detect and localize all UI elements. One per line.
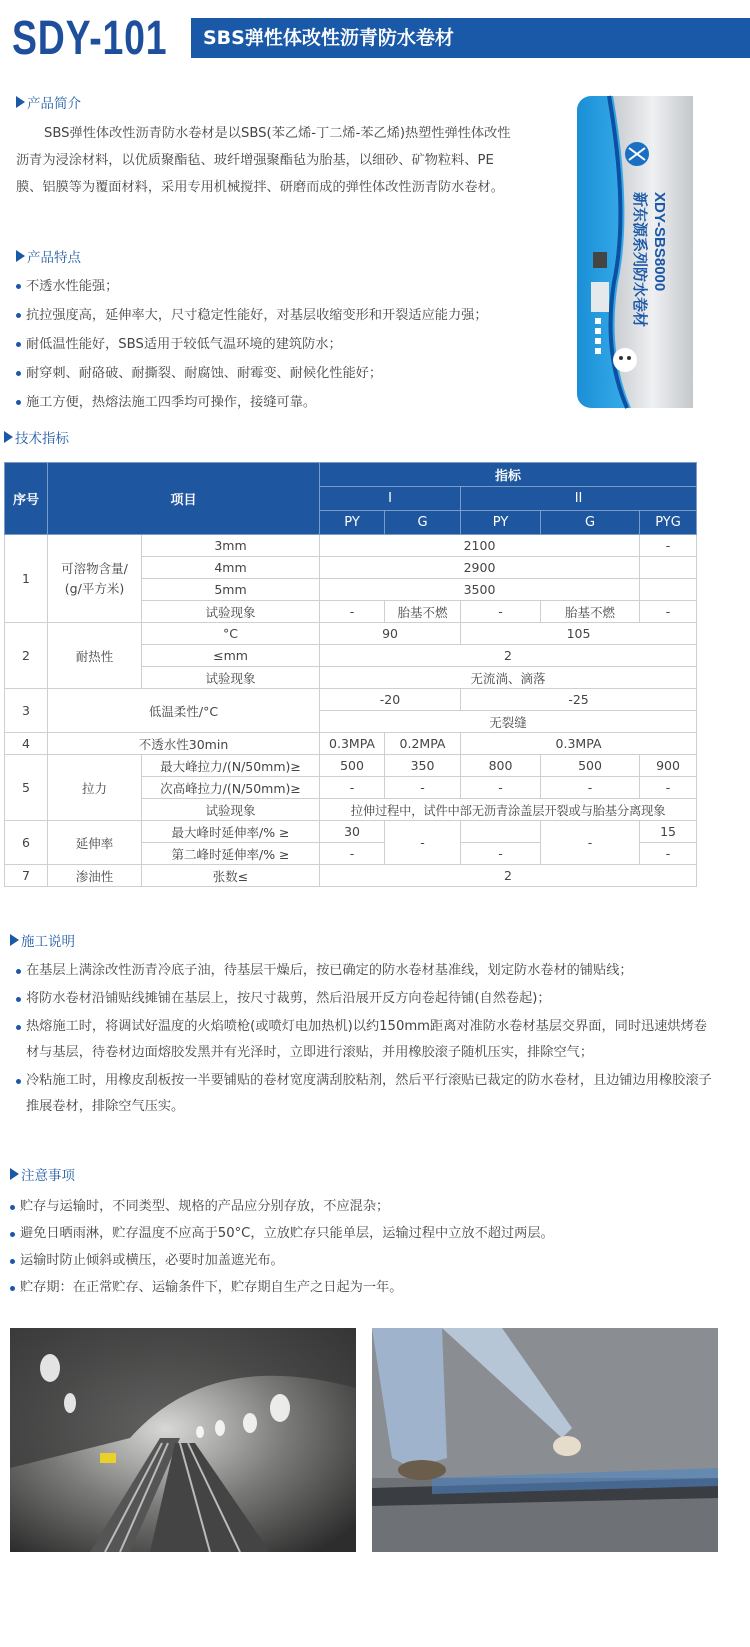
cell-sub: 试验现象 — [142, 799, 320, 821]
triangle-bullet-icon — [10, 1168, 19, 1180]
cell-value: -25 — [461, 689, 697, 711]
cell-value: 500 — [541, 755, 640, 777]
cell-no: 6 — [5, 821, 48, 865]
section-heading-construction — [10, 930, 75, 950]
table-header-row — [5, 463, 697, 487]
cell-value: 拉伸过程中，试件中部无沥青涂盖层开裂或与胎基分离现象 — [320, 799, 697, 821]
section-title: 技术指标 — [15, 431, 69, 447]
list-item: 施工方便，热熔法施工四季均可操作，接缝可靠。 — [14, 388, 554, 417]
product-model-label: XDY-SBS8000 — [651, 192, 668, 292]
cell-name: 延伸率 — [48, 821, 142, 865]
cell-value: -20 — [320, 689, 461, 711]
title-bar — [191, 18, 750, 58]
cell-value: 2 — [320, 645, 697, 667]
table-row — [5, 689, 697, 711]
col-header-item: 项目 — [48, 463, 320, 535]
table-row — [5, 535, 697, 557]
cell-sub: 最大峰拉力/(N/50mm)≥ — [142, 755, 320, 777]
triangle-bullet-icon — [16, 250, 25, 262]
product-roll-image — [573, 92, 697, 412]
spec-table — [4, 462, 697, 887]
cell-value: 胎基不燃 — [385, 601, 461, 623]
cell-no: 3 — [5, 689, 48, 733]
triangle-bullet-icon — [16, 96, 25, 108]
cell-value: - — [640, 535, 697, 557]
cell-sub: 试验现象 — [142, 667, 320, 689]
intro-paragraph: SBS弹性体改性沥青防水卷材是以SBS(苯乙烯-丁二烯-苯乙烯)热塑性弹性体改性沥青为浸涂材料，以优质聚酯毡、玻纤增强聚酯毡为胎基，以细砂、矿物粒料、PE膜、铝膜等为覆面材料，采用专用机械搅拌、研磨而成的弹性体改性沥青防水卷材。 — [16, 126, 511, 195]
section-title: 注意事项 — [21, 1168, 75, 1184]
section-title: 产品特点 — [27, 250, 81, 266]
cell-value: - — [385, 821, 461, 865]
col-header-grade-2: II — [461, 487, 697, 511]
cell-value: 800 — [461, 755, 541, 777]
cell-name: 拉力 — [48, 755, 142, 821]
cell-value: 350 — [385, 755, 461, 777]
cell-no: 4 — [5, 733, 48, 755]
product-code: SDY-101 — [12, 12, 168, 65]
section-title: 产品简介 — [27, 96, 81, 112]
cell-name: 耐热性 — [48, 623, 142, 689]
list-item: 不透水性能强； — [14, 272, 554, 301]
cell-value: - — [320, 601, 385, 623]
cell-value: 90 — [320, 623, 461, 645]
cell-sub: 3mm — [142, 535, 320, 557]
cell-sub: 4mm — [142, 557, 320, 579]
section-heading-features — [16, 246, 81, 266]
table-row — [5, 733, 697, 755]
cell-value: - — [640, 601, 697, 623]
list-item: 耐穿刺、耐硌破、耐撕裂、耐腐蚀、耐霉变、耐候化性能好； — [14, 359, 554, 388]
list-item: 抗拉强度高，延伸率大，尺寸稳定性能好，对基层收缩变形和开裂适应能力强； — [14, 301, 554, 330]
triangle-bullet-icon — [4, 431, 13, 443]
col-header-py1: PY — [320, 511, 385, 535]
table-row — [5, 623, 697, 645]
list-item: 在基层上满涂改性沥青冷底子油，待基层干燥后，按已确定的防水卷材基准线，划定防水卷材的铺贴线； — [14, 958, 714, 984]
cell-value: - — [461, 843, 541, 865]
cell-no: 2 — [5, 623, 48, 689]
table-row — [5, 755, 697, 777]
section-heading-specs — [4, 427, 69, 447]
list-item: 耐低温性能好，SBS适用于较低气温环境的建筑防水； — [14, 330, 554, 359]
cell-value: 2100 — [320, 535, 640, 557]
page-header — [8, 14, 750, 64]
cell-sub: 次高峰拉力/(N/50mm)≥ — [142, 777, 320, 799]
cell-value — [461, 821, 541, 843]
cell-no: 1 — [5, 535, 48, 623]
cell-value: 无流淌、滴落 — [320, 667, 697, 689]
cell-value: 2 — [320, 865, 697, 887]
cell-value: - — [640, 843, 697, 865]
cell-name-line: 可溶物含量/ — [61, 560, 128, 576]
col-header-g1: G — [385, 511, 461, 535]
cell-value: - — [385, 777, 461, 799]
cell-name-line: (g/平方米) — [64, 580, 125, 596]
cell-no: 5 — [5, 755, 48, 821]
cell-value: 0.2MPA — [385, 733, 461, 755]
cell-sub: 最大峰时延伸率/% ≥ — [142, 821, 320, 843]
cell-value: - — [640, 777, 697, 799]
cell-sub: 试验现象 — [142, 601, 320, 623]
cell-value: - — [461, 777, 541, 799]
product-series-label: 新东源系列防水卷材 — [631, 192, 649, 328]
subway-tunnel-photo — [10, 1328, 356, 1552]
table-row — [5, 865, 697, 887]
cell-value: 500 — [320, 755, 385, 777]
col-header-py2: PY — [461, 511, 541, 535]
cell-name — [48, 535, 142, 623]
col-header-no: 序号 — [5, 463, 48, 535]
cell-value: 30 — [320, 821, 385, 843]
section-title: 施工说明 — [21, 934, 75, 950]
notes-list — [8, 1193, 708, 1301]
cell-value: 15 — [640, 821, 697, 843]
triangle-bullet-icon — [10, 934, 19, 946]
construction-list — [14, 958, 714, 1122]
table-row — [5, 821, 697, 843]
cell-value: 无裂缝 — [320, 711, 697, 733]
page-title: SBS弹性体改性沥青防水卷材 — [203, 27, 454, 49]
cell-value: 900 — [640, 755, 697, 777]
section-heading-intro — [16, 92, 81, 112]
col-header-index: 指标 — [320, 463, 697, 487]
cell-value: 105 — [461, 623, 697, 645]
qr-code-icon — [593, 252, 607, 268]
cell-value: - — [320, 777, 385, 799]
list-item: 将防水卷材沿铺贴线摊铺在基层上，按尺寸裁剪，然后沿展开反方向卷起待铺(自然卷起)； — [14, 986, 714, 1012]
cell-value: - — [541, 777, 640, 799]
cell-name: 低温柔性/°C — [48, 689, 320, 733]
features-list — [14, 272, 554, 417]
cell-value: 3500 — [320, 579, 640, 601]
cell-value — [640, 557, 697, 579]
list-item: 避免日晒雨淋，贮存温度不应高于50°C，立放贮存只能单层，运输过程中立放不超过两层。 — [8, 1220, 708, 1247]
list-item: 贮存期：在正常贮存、运输条件下，贮存期自生产之日起为一年。 — [8, 1274, 708, 1301]
cell-value: - — [320, 843, 385, 865]
cell-value: 2900 — [320, 557, 640, 579]
cell-name: 不透水性30min — [48, 733, 320, 755]
cell-no: 7 — [5, 865, 48, 887]
col-header-g2: G — [541, 511, 640, 535]
cell-sub: °C — [142, 623, 320, 645]
section-heading-notes — [10, 1164, 75, 1184]
cell-value: 胎基不燃 — [541, 601, 640, 623]
list-item: 贮存与运输时，不同类型、规格的产品应分别存放，不应混杂； — [8, 1193, 708, 1220]
cell-name: 渗油性 — [48, 865, 142, 887]
list-item: 冷粘施工时，用橡皮刮板按一半要铺贴的卷材宽度满刮胶粘剂，然后平行滚贴已裁定的防水卷材，且边铺边用橡胶滚子推展卷材，排除空气压实。 — [14, 1068, 714, 1120]
cell-sub: ≤mm — [142, 645, 320, 667]
cell-sub: 5mm — [142, 579, 320, 601]
cell-value: 0.3MPA — [320, 733, 385, 755]
cell-value: 0.3MPA — [461, 733, 697, 755]
list-item: 热熔施工时，将调试好温度的火焰喷枪(或喷灯电加热机)以约150mm距离对准防水卷材基层交界面，同时迅速烘烤卷材与基层，待卷材边面熔胶发黑并有光泽时，立即进行滚贴，并用橡胶滚子随机压实，排除空气； — [14, 1014, 714, 1066]
cell-value: - — [461, 601, 541, 623]
col-header-pyg: PYG — [640, 511, 697, 535]
cell-sub: 第二峰时延伸率/% ≥ — [142, 843, 320, 865]
cell-value: - — [541, 821, 640, 865]
membrane-installation-photo — [372, 1328, 718, 1552]
mascot-icon — [613, 348, 637, 372]
list-item: 运输时防止倾斜或横压，必要时加盖遮光布。 — [8, 1247, 708, 1274]
cell-value — [640, 579, 697, 601]
cell-sub: 张数≤ — [142, 865, 320, 887]
col-header-grade-1: I — [320, 487, 461, 511]
